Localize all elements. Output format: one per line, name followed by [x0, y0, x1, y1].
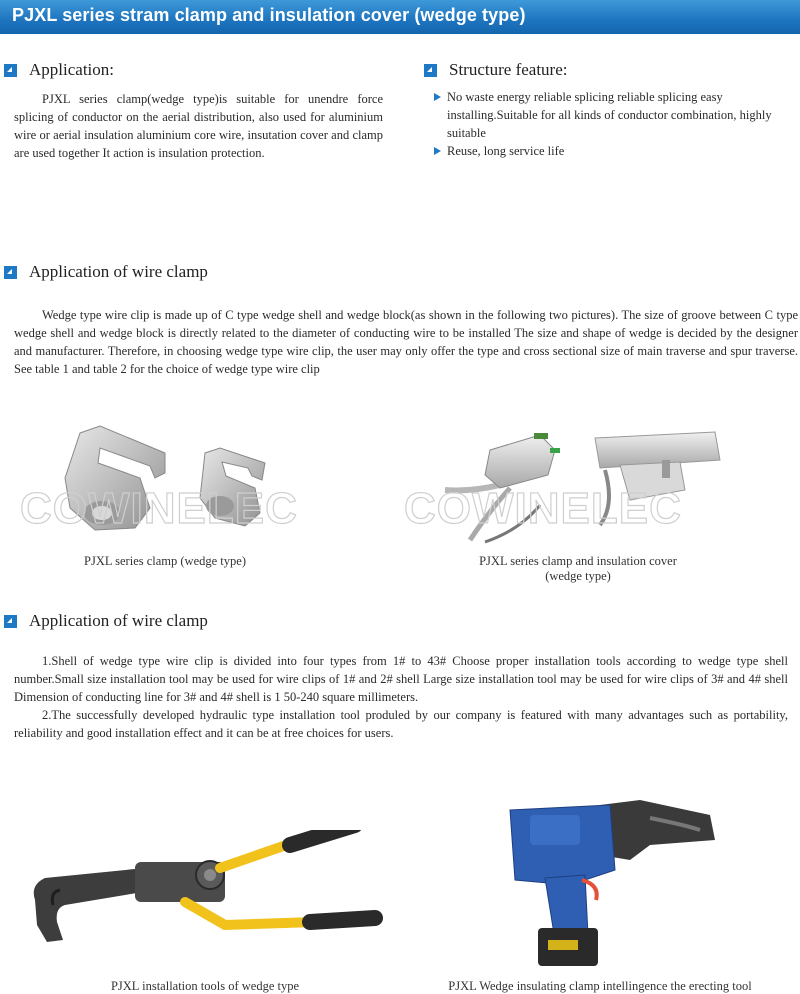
structure-heading: [424, 60, 567, 80]
wire-clamp-text: Wedge type wire clip is made up of C type wedge shell and wedge block(as shown in the following two pictures). The size of groove between C type wedge shell and wedge block is directly related to the diameter of conducting wire to be installed The size and shape of wedge is decided by the designer and manufacturer. Therefore, in choosing wedge type wire clip, the user may only offer the type and cross sectional size of main traverse and spur traverse. See table 1 and table 2 for the choice of wedge type wire clip: [14, 308, 798, 376]
structure-list: [434, 88, 794, 160]
wire-clamp-title: Application of wire clamp: [29, 262, 208, 281]
arrow-square-icon: [424, 64, 437, 77]
triangle-bullet-icon: [434, 147, 441, 155]
arrow-square-icon: [4, 64, 17, 77]
clamp-cover-caption: PJXL series clamp and insulation cover (wedge type): [479, 554, 677, 583]
electric-tool-photo: [500, 800, 730, 970]
clamp-caption: PJXL series clamp (wedge type): [84, 554, 246, 568]
wire-clamp-heading-2: [4, 611, 208, 631]
triangle-bullet-icon: [434, 93, 441, 101]
page-title: PJXL series stram clamp and insulation cover (wedge type): [12, 5, 526, 25]
electric-tool-caption: PJXL Wedge insulating clamp intellingence the erecting tool: [448, 979, 752, 993]
manual-tool-photo: [25, 830, 385, 965]
list-item-text: Reuse, long service life: [447, 144, 565, 158]
wire-clamp-text-p2: 2.The successfully developed hydraulic type installation tool produled by our company is featured with many advantages such as portability, reliability and good installation effect and it can be at free choices for users.: [14, 708, 788, 740]
arrow-square-icon: [4, 266, 17, 279]
arrow-square-icon: [4, 615, 17, 628]
watermark-text: COWINELEC: [20, 484, 298, 533]
manual-tool-caption: PJXL installation tools of wedge type: [110, 979, 300, 993]
wire-clamp-heading: [4, 262, 208, 282]
wire-clamp-title-2: Application of wire clamp: [29, 611, 208, 630]
structure-title: Structure feature:: [449, 60, 568, 79]
application-title: Application:: [29, 60, 114, 79]
application-text: PJXL series clamp(wedge type)is suitable for unendre force splicing of conductor on the aerial distribution, also used for aluminium wire or aerial insulation aluminium core wire, insutation cover and clamp are used together It action is insulation protection.: [14, 92, 383, 160]
wire-clamp-text-p1: 1.Shell of wedge type wire clip is divided into four types from 1# to 43# Choose proper installation tools according to wedge type shell number.Small size installation tool may be used for wire clips of 1# and 2# shell Large size installation tool may be used for wire clips of 3# and 4# shell Dimension of conducting line for 3# and 4# shell is 1 50-240 square millimeters.: [14, 654, 788, 704]
list-item: [434, 88, 794, 142]
list-item: [434, 142, 794, 160]
header-banner: [0, 0, 800, 34]
list-item-text: No waste energy reliable splicing reliable splicing easy installing.Suitable for all kinds of conductor combination, highly suitable: [447, 90, 772, 140]
watermark-text: COWINELEC: [404, 484, 682, 533]
application-heading: [4, 60, 114, 80]
